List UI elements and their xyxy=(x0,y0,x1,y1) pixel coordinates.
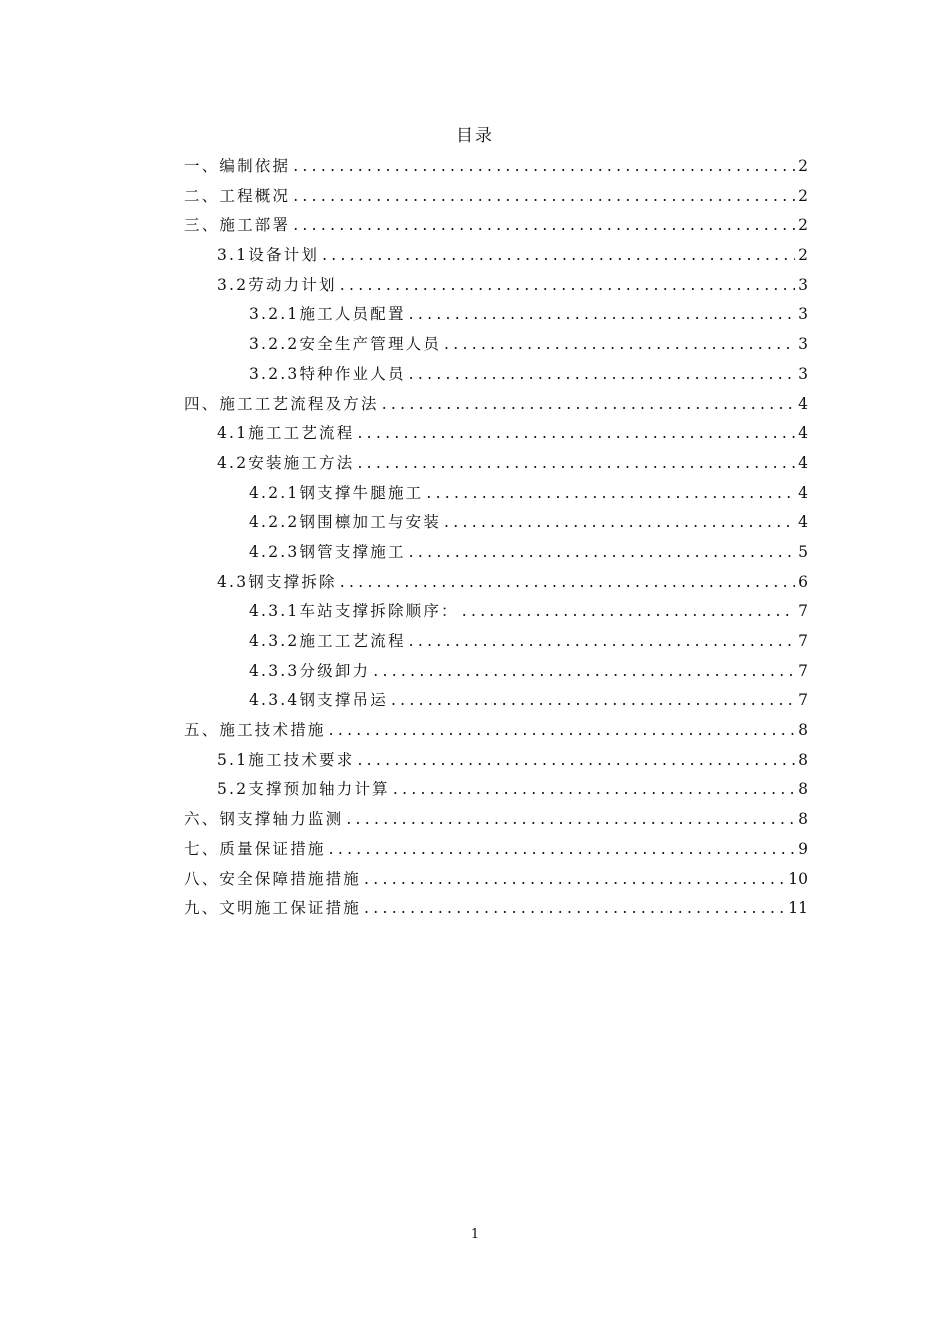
toc-entry-label: 3.2.3特种作业人员 xyxy=(249,364,406,383)
toc-entry-page: 3 xyxy=(798,364,808,383)
toc-entry-page: 10 xyxy=(788,869,808,888)
toc-entry-page: 2 xyxy=(798,157,808,175)
toc-entry-page: 2 xyxy=(798,246,808,265)
toc-entry[interactable] xyxy=(184,152,808,182)
toc-entry-page: 8 xyxy=(798,721,808,740)
toc-entry-page: 4 xyxy=(798,424,808,443)
toc-entry[interactable] xyxy=(184,508,808,538)
toc-entry-page: 11 xyxy=(788,899,808,918)
toc-list xyxy=(184,152,808,924)
toc-entry[interactable] xyxy=(184,419,808,449)
toc-entry[interactable] xyxy=(184,894,808,924)
toc-entry[interactable] xyxy=(184,360,808,390)
toc-entry[interactable] xyxy=(184,775,808,805)
toc-entry[interactable] xyxy=(184,627,808,657)
toc-entry-label: 4.3钢支撑拆除 xyxy=(217,572,337,591)
toc-dot-leader xyxy=(393,775,795,805)
toc-entry-label: 3.2劳动力计划 xyxy=(217,275,337,294)
toc-entry[interactable] xyxy=(184,716,808,746)
toc-dot-leader xyxy=(364,894,785,924)
toc-entry-page: 8 xyxy=(798,780,808,799)
toc-entry-page: 7 xyxy=(798,661,808,680)
toc-entry-label: 九、文明施工保证措施 xyxy=(184,899,362,918)
toc-dot-leader xyxy=(357,449,795,479)
toc-entry-page: 8 xyxy=(798,750,808,769)
toc-dot-leader xyxy=(340,271,795,301)
toc-dot-leader xyxy=(293,211,795,241)
page-number: 1 xyxy=(470,1227,480,1242)
toc-entry-label: 六、钢支撑轴力监测 xyxy=(184,810,344,829)
toc-entry-page: 4 xyxy=(798,483,808,502)
toc-entry-label: 4.3.1车站支撑拆除顺序： xyxy=(249,602,459,621)
toc-entry-page: 6 xyxy=(798,572,808,591)
toc-entry[interactable] xyxy=(184,182,808,212)
toc-entry-page: 7 xyxy=(798,632,808,650)
toc-entry[interactable] xyxy=(184,330,808,360)
toc-entry-label: 4.3.3分级卸力 xyxy=(249,661,371,680)
toc-entry-label: 4.3.2施工工艺流程 xyxy=(249,632,406,650)
toc-entry-label: 4.2.3钢管支撑施工 xyxy=(249,542,406,561)
toc-dot-leader xyxy=(346,805,795,835)
toc-entry-label: 二、工程概况 xyxy=(184,186,291,205)
toc-entry-label: 七、质量保证措施 xyxy=(184,839,326,858)
toc-dot-leader xyxy=(293,182,795,212)
toc-dot-leader xyxy=(340,568,795,598)
toc-dot-leader xyxy=(409,627,795,657)
toc-entry[interactable] xyxy=(184,657,808,687)
toc-entry[interactable] xyxy=(184,241,808,271)
toc-entry-page: 2 xyxy=(798,186,808,205)
toc-entry-label: 4.3.4钢支撑吊运 xyxy=(249,691,388,710)
toc-entry-label: 4.2安装施工方法 xyxy=(217,453,355,472)
toc-dot-leader xyxy=(364,865,785,895)
toc-dot-leader xyxy=(329,835,796,865)
toc-dot-leader xyxy=(444,508,795,538)
toc-dot-leader xyxy=(426,479,795,509)
toc-entry[interactable] xyxy=(184,271,808,301)
toc-entry-page: 7 xyxy=(798,691,808,710)
toc-entry-page: 3 xyxy=(798,275,808,294)
toc-dot-leader xyxy=(322,241,795,271)
toc-entry-page: 4 xyxy=(798,513,808,532)
toc-entry-label: 4.2.2钢围檩加工与安装 xyxy=(249,513,442,532)
toc-entry-label: 一、编制依据 xyxy=(184,157,291,175)
toc-dot-leader xyxy=(357,419,795,449)
toc-dot-leader xyxy=(382,390,795,420)
toc-entry-label: 3.2.2安全生产管理人员 xyxy=(249,335,442,354)
toc-entry-page: 4 xyxy=(798,453,808,472)
toc-entry-label: 三、施工部署 xyxy=(184,216,291,235)
toc-entry[interactable] xyxy=(184,390,808,420)
toc-entry[interactable] xyxy=(184,538,808,568)
toc-dot-leader xyxy=(293,152,795,182)
toc-title: 目录 xyxy=(456,126,494,146)
toc-dot-leader xyxy=(444,330,795,360)
toc-dot-leader xyxy=(462,597,795,627)
toc-dot-leader xyxy=(409,300,795,330)
toc-entry-label: 4.1施工工艺流程 xyxy=(217,424,355,443)
toc-dot-leader xyxy=(409,360,795,390)
toc-entry[interactable] xyxy=(184,300,808,330)
toc-entry-label: 五、施工技术措施 xyxy=(184,721,326,740)
toc-entry-page: 3 xyxy=(798,305,808,324)
toc-entry-label: 3.2.1施工人员配置 xyxy=(249,305,406,324)
toc-entry[interactable] xyxy=(184,211,808,241)
toc-entry-label: 5.2支撑预加轴力计算 xyxy=(217,780,390,799)
toc-entry[interactable] xyxy=(184,835,808,865)
toc-dot-leader xyxy=(409,538,795,568)
toc-entry[interactable] xyxy=(184,805,808,835)
toc-dot-leader xyxy=(357,746,795,776)
toc-dot-leader xyxy=(329,716,796,746)
toc-entry-page: 5 xyxy=(798,542,808,561)
toc-dot-leader xyxy=(391,686,795,716)
toc-entry[interactable] xyxy=(184,686,808,716)
toc-entry[interactable] xyxy=(184,568,808,598)
toc-entry-page: 9 xyxy=(798,839,808,858)
toc-entry-label: 4.2.1钢支撑牛腿施工 xyxy=(249,483,424,502)
toc-entry-label: 八、安全保障措施措施 xyxy=(184,869,362,888)
toc-dot-leader xyxy=(373,657,795,687)
toc-entry-page: 7 xyxy=(798,602,808,621)
toc-entry-page: 3 xyxy=(798,335,808,354)
toc-entry-page: 8 xyxy=(798,810,808,829)
toc-entry[interactable] xyxy=(184,865,808,895)
toc-entry-label: 5.1施工技术要求 xyxy=(217,750,355,769)
toc-entry[interactable] xyxy=(184,449,808,479)
toc-entry[interactable] xyxy=(184,597,808,627)
toc-entry-page: 2 xyxy=(798,216,808,235)
toc-entry[interactable] xyxy=(184,746,808,776)
toc-entry-page: 4 xyxy=(798,394,808,413)
toc-entry-label: 四、施工工艺流程及方法 xyxy=(184,394,379,413)
toc-entry[interactable] xyxy=(184,479,808,509)
toc-entry-label: 3.1设备计划 xyxy=(217,246,320,265)
